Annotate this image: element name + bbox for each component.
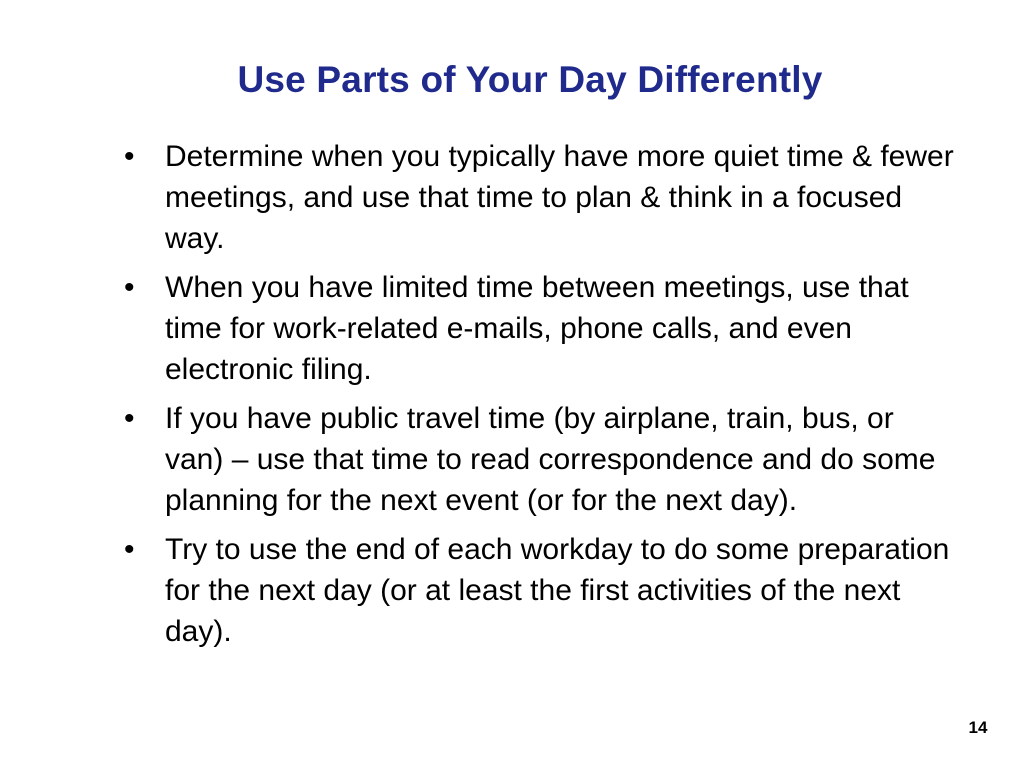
bullet-icon: •	[124, 271, 135, 304]
bullet-icon: •	[124, 402, 135, 435]
bullet-item	[124, 267, 954, 390]
bullet-item	[124, 398, 954, 521]
bullet-item	[124, 529, 954, 652]
bullet-item	[124, 136, 954, 259]
bullet-icon: •	[124, 533, 135, 566]
slide-title: Use Parts of Your Day Differently	[237, 59, 823, 100]
bullet-text: When you have limited time between meetings, use that time for work-related e-mails, phone calls, and even electronic filing.	[165, 271, 909, 386]
bullet-text: Determine when you typically have more quiet time & fewer meetings, and use that time to plan & think in a focused way.	[165, 140, 954, 255]
bullet-text: If you have public travel time (by airplane, train, bus, or van) – use that time to read correspondence and do some planning for the next event (or for the next day).	[165, 402, 936, 517]
bullet-icon: •	[124, 140, 135, 173]
bullet-list	[124, 136, 954, 660]
page-number: 14	[968, 718, 988, 737]
bullet-text: Try to use the end of each workday to do some preparation for the next day (or at least the first activities of the next day).	[165, 533, 950, 648]
